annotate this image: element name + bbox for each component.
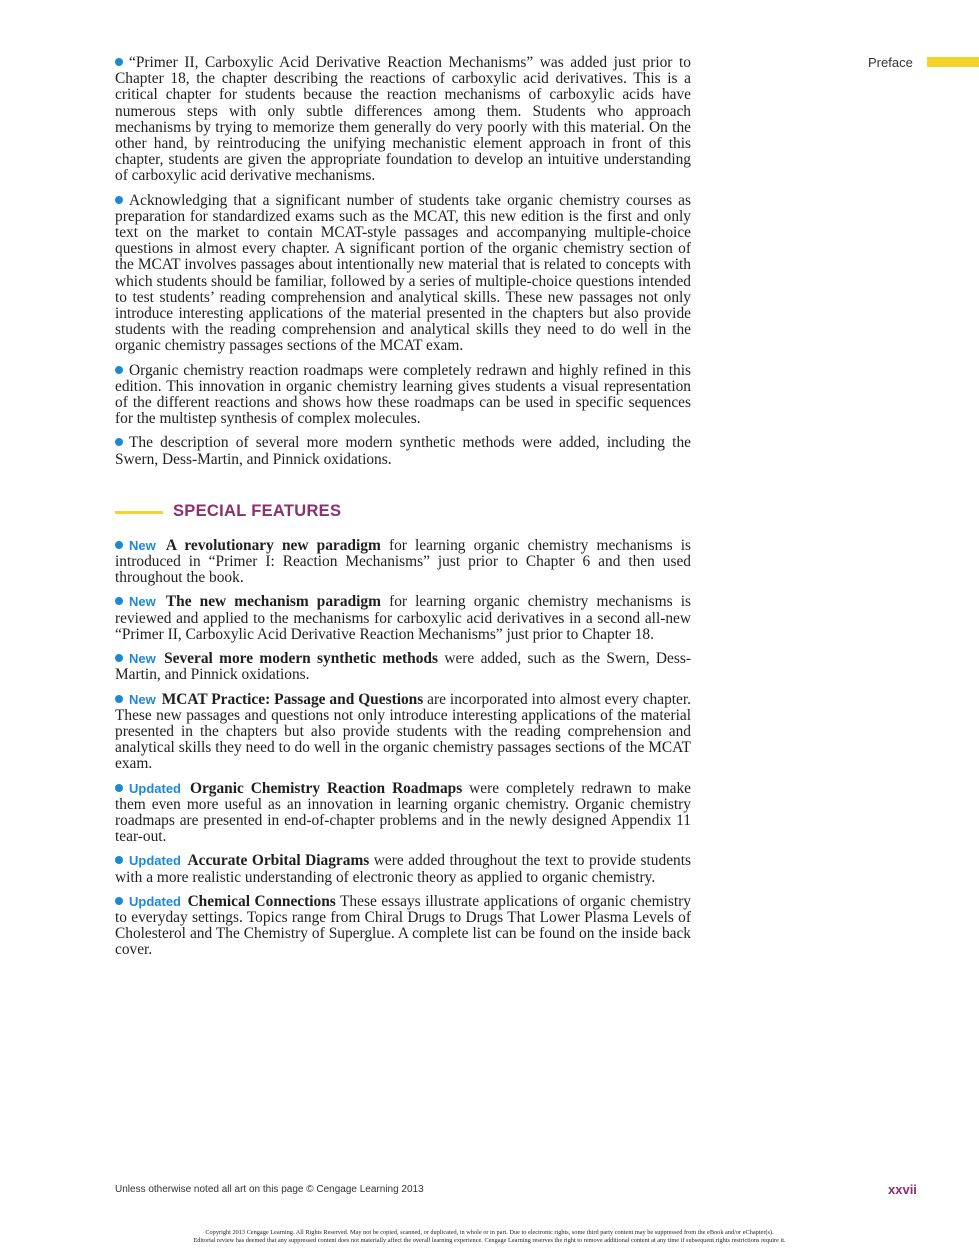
feature-text: for learning organic chemistry mechanisms is reviewed and applied to the mechanisms for carboxylic acid derivatives in a second all-new “Primer II, Carboxylic Acid Derivative Reaction Mechanisms” just prior to Chapter 18.	[115, 593, 691, 643]
special-features-heading	[115, 502, 691, 524]
copyright-line: Copyright 2013 Cengage Learning. All Rights Reserved. May not be copied, scanned, or duplicated, in whole or in part. Due to electronic rights, some third party content may be suppressed from the eBook and/or eChapter(s).	[205, 1229, 774, 1236]
feature-item	[115, 894, 691, 959]
bullet-icon	[115, 58, 123, 66]
copyright-line: Editorial review has deemed that any suppressed content does not materially affect the overall learning experience. Cengage Learning reserves the right to remove additional content at any time if subsequent rights restrictions require it.	[193, 1237, 786, 1244]
running-header	[868, 55, 979, 71]
bullet-icon	[115, 695, 123, 703]
intro-bullet: Organic chemistry reaction roadmaps were completely redrawn and highly refined in this edition. This innovation in organic chemistry learning gives students a visual representation of the different reactions and shows how these roadmaps can be used in specific sequences for the multistep synthesis of complex molecules.	[115, 361, 691, 428]
feature-text: were added throughout the text to provide students with a more realistic understanding of electronic theory as applied to organic chemistry.	[115, 852, 691, 886]
feature-title: Chemical Connections	[187, 892, 336, 910]
feature-title: MCAT Practice: Passage and Questions	[161, 690, 424, 708]
page-body	[115, 55, 691, 967]
feature-title: Several more modern synthetic methods	[164, 650, 438, 668]
bullet-icon	[115, 654, 123, 662]
bullet-icon	[115, 597, 123, 605]
feature-item	[115, 692, 691, 773]
bullet-icon	[115, 438, 123, 446]
feature-title: A revolutionary new paradigm	[165, 536, 381, 554]
bullet-icon	[115, 196, 123, 204]
feature-tag: New	[129, 594, 156, 610]
heading-accent-rule	[115, 511, 163, 514]
intro-bullet: The description of several more modern synthetic methods were added, including the Swern, Dess-Martin, and Pinnick oxidations.	[115, 434, 691, 468]
feature-text: for learning organic chemistry mechanisms is introduced in “Primer I: Reaction Mechanisms” just prior to Chapter 6 and then used throughout the book.	[115, 536, 692, 587]
feature-item	[115, 594, 691, 643]
bullet-icon	[115, 784, 123, 792]
section-label: Preface	[868, 55, 913, 70]
feature-title: The new mechanism paradigm	[165, 593, 381, 611]
feature-tag: Updated	[129, 853, 181, 869]
feature-text: These essays illustrate applications of organic chemistry to everyday settings. Topics range from Chiral Drugs to Drugs That Lower Plasma Levels of Cholesterol and The Chemistry of Superglue. A complete list can be found on the inside back cover.	[115, 892, 691, 959]
bullet-icon	[115, 897, 123, 905]
art-credit: Unless otherwise noted all art on this page © Cengage Learning 2013	[115, 1184, 424, 1195]
intro-bullet: Acknowledging that a significant number of students take organic chemistry courses as preparation for standardized exams such as the MCAT, this new edition is the first and only text on the market to contain MCAT-style passages and accompanying multiple-choice questions in almost every chapter. A significant portion of the organic chemistry section of the MCAT involves passages about intentionally new material that is related to concepts with which students should be familiar, followed by a series of multiple-choice questions intended to test students’ reading comprehension and analytical skills. These new passages not only introduce interesting applications of the material presented in the chapters but also provide students with the reading comprehension and analytical skills they need to do well in the organic chemistry passages sections of the MCAT exam.	[115, 191, 691, 355]
copyright-notice	[0, 1229, 979, 1245]
bullet-icon	[115, 541, 123, 549]
header-accent-bar	[927, 57, 979, 67]
feature-tag: Updated	[129, 780, 181, 796]
feature-item	[115, 853, 691, 885]
bullet-icon	[115, 856, 123, 864]
intro-bullet: “Primer II, Carboxylic Acid Derivative Reaction Mechanisms” was added just prior to Chapter 18, the chapter describing the reactions of carboxylic acid derivatives. This is a critical chapter for students because the reaction mechanisms of carboxylic acids have numerous steps with only subtle differences among them. Students who approach mechanisms by trying to memorize them generally do very poorly with this material. On the other hand, by reintroducing the unifying mechanistic element approach in front of this chapter, students are given the appropriate foundation to develop an intuitive understanding of carboxylic acid derivative mechanisms.	[115, 54, 691, 185]
feature-tag: New	[129, 691, 156, 707]
feature-title: Organic Chemistry Reaction Roadmaps	[189, 779, 463, 797]
feature-item	[115, 651, 691, 683]
feature-text: were added, such as the Swern, Dess-Martin, and Pinnick oxidations.	[115, 650, 691, 684]
feature-text: were completely redrawn to make them even more useful as an innovation in learning organic chemistry. Organic chemistry roadmaps are presented in end-of-chapter problems and in the newly designed Appendix 11 tear-out.	[115, 779, 691, 846]
feature-tag: New	[129, 537, 156, 553]
feature-item	[115, 538, 691, 587]
bullet-icon	[115, 366, 123, 374]
page-number: xxvii	[888, 1182, 917, 1197]
feature-title: Accurate Orbital Diagrams	[187, 852, 370, 870]
section-title: SPECIAL FEATURES	[173, 501, 342, 520]
feature-tag: New	[129, 651, 156, 667]
feature-text: are incorporated into almost every chapter. These new passages and questions not only introduce interesting applications of the material presented in the chapters but also provide students with the reading comprehension and analytical skills they need to do well in the organic chemistry passages sections of the MCAT exam.	[115, 690, 691, 773]
feature-item	[115, 781, 691, 846]
feature-tag: Updated	[129, 893, 181, 909]
